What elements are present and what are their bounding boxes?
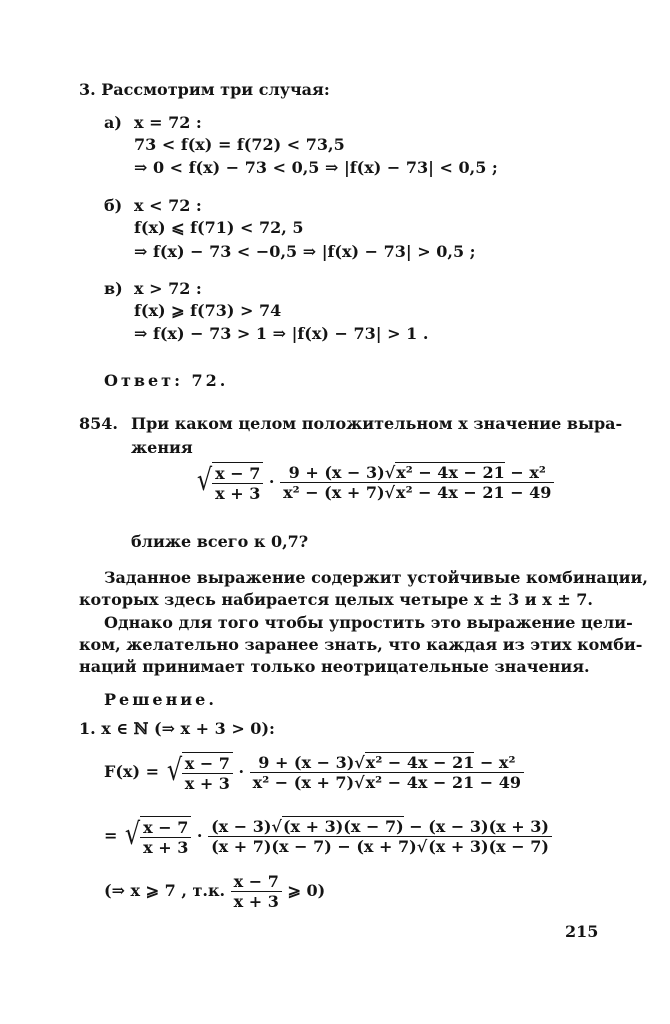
problem-number: 854.	[79, 414, 118, 433]
case-c-line1: x > 72 :	[134, 279, 202, 298]
condition-fraction: $\frac{x - 7}{x + 3}$	[231, 872, 282, 911]
paragraph-line: Однако для того чтобы упростить это выражение цели-	[104, 613, 633, 632]
main-fraction	[280, 463, 554, 502]
sqrt-fraction: √ $\frac{x - 7}{x + 3}$	[195, 462, 263, 503]
case-a-line2: 73 < f(x) = f(72) < 73,5	[134, 135, 345, 154]
problem-formula	[195, 462, 554, 503]
case-b-line3: ⇒ f(x) − 73 < −0,5 ⇒ |f(x) − 73| > 0,5 ;	[134, 242, 476, 261]
problem-text-line2: жения	[131, 438, 193, 457]
paragraph-line: наций принимает только неотрицательные значения.	[79, 657, 590, 676]
dot: ·	[268, 472, 275, 491]
solution-formula-2: = √ $\frac{x - 7}{x + 3}$ · $\frac{(x - 3)√(x + 3)(x - 7) - (x - 3)(x + 3)}{(x + 7)(x - 7) - (x + 7)√(x + 3)(x - 7)}$	[104, 816, 552, 857]
sqrt-num: x − 7	[215, 464, 261, 483]
equals-sign: =	[104, 826, 118, 845]
case-a-label: а)	[104, 113, 122, 132]
case-c-label: в)	[104, 279, 123, 298]
main-numerator: 9 + (x − 3)√x² − 4x − 21 − x²	[288, 463, 546, 482]
case-b-label: б)	[104, 196, 123, 215]
solution-condition: (⇒ x ⩾ 7 , т.к. $\frac{x - 7}{x + 3}$ ⩾ 0)	[104, 872, 326, 911]
fx-label: F(x) =	[104, 762, 160, 781]
solution-heading: Решение.	[104, 690, 217, 709]
paragraph-line: Заданное выражение содержит устойчивые комбинации,	[104, 568, 648, 587]
case-b-line1: x < 72 :	[134, 196, 202, 215]
paragraph-line: которых здесь набирается целых четыре x ± 3 и x ± 7.	[79, 590, 593, 609]
sqrt-fraction: √ $\frac{x - 7}{x + 3}$	[123, 816, 191, 857]
paragraph-line: ком, желательно заранее знать, что каждая из этих комби-	[79, 635, 643, 654]
f1-fraction: $\frac{\text{9 + (x − 3)√x² − 4x − 21 − x²}}{\text{x² − (x + 7)√x² − 4x − 21 − 49}}$	[250, 753, 524, 792]
section3-header: 3. Рассмотрим три случая:	[79, 80, 330, 99]
sqrt-den: x + 3	[212, 483, 263, 503]
sqrt-fraction: √ $\frac{x - 7}{x + 3}$	[165, 752, 233, 793]
case-a-line3: ⇒ 0 < f(x) − 73 < 0,5 ⇒ |f(x) − 73| < 0,5 ;	[134, 158, 498, 177]
solution-step1: 1. x ∈ ℕ (⇒ x + 3 > 0):	[79, 719, 275, 738]
problem-text-line1: При каком целом положительном x значение выра-	[131, 414, 623, 433]
problem-question-end: ближе всего к 0,7?	[131, 532, 309, 551]
case-b-line2: f(x) ⩽ f(71) < 72, 5	[134, 218, 304, 237]
case-c-line2: f(x) ⩾ f(73) > 74	[134, 301, 282, 320]
solution-formula-1: F(x) = √ $\frac{x - 7}{x + 3}$ · $\frac{\text{9 + (x − 3)√x² − 4x − 21 − x²}}{\text{x² − (x + 7)√x² − 4x − 21 − 49}}$	[104, 752, 524, 793]
page-number: 215	[565, 922, 599, 941]
case-a-line1: x = 72 :	[134, 113, 202, 132]
main-denominator: x² − (x + 7)√x² − 4x − 21 − 49	[280, 482, 554, 502]
case-c-line3: ⇒ f(x) − 73 > 1 ⇒ |f(x) − 73| > 1 .	[134, 324, 429, 343]
f2-fraction: $\frac{(x - 3)√(x + 3)(x - 7) - (x - 3)(x + 3)}{(x + 7)(x - 7) - (x + 7)√(x + 3)(x - 7)}$	[208, 817, 552, 856]
answer: Ответ: 72.	[104, 371, 229, 390]
